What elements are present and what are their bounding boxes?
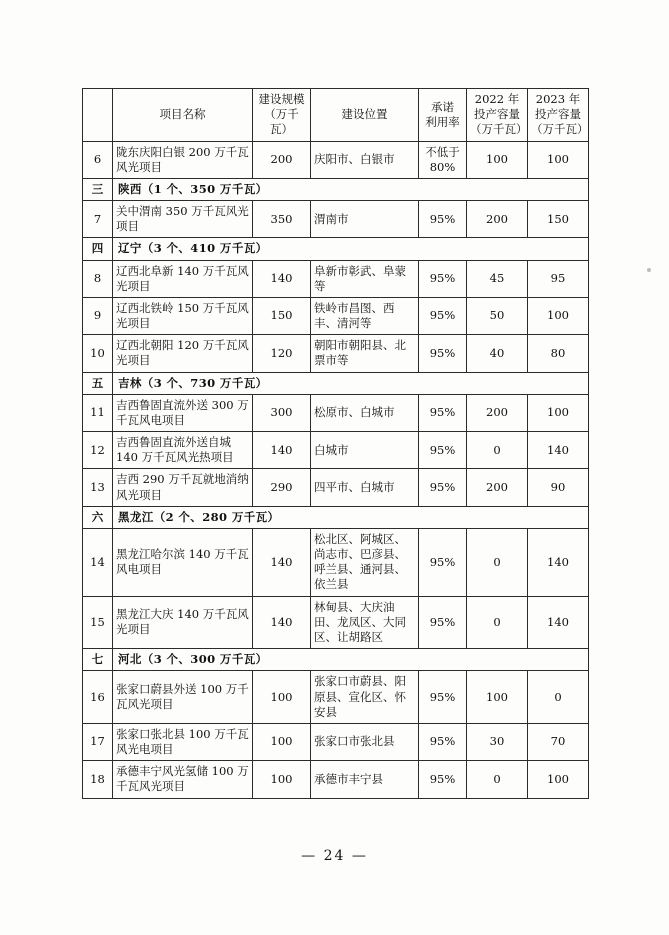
row-scale: 100 (253, 761, 311, 798)
table-row (83, 335, 589, 372)
header-rate-line1: 承诺 (431, 99, 454, 114)
header-capacity-2022 (467, 89, 528, 142)
section-title: 吉林（3 个、730 万千瓦） (113, 372, 589, 394)
row-capacity-2022: 100 (467, 671, 528, 724)
row-scale: 120 (253, 335, 311, 372)
row-scale: 300 (253, 394, 311, 431)
row-project-name: 辽西北朝阳 120 万千瓦风光项目 (113, 335, 253, 372)
row-capacity-2022: 30 (467, 723, 528, 760)
row-scale: 100 (253, 723, 311, 760)
row-scale: 200 (253, 141, 311, 178)
header-2023-line3: （万千瓦） (531, 122, 589, 137)
row-rate: 95% (419, 297, 467, 334)
row-project-name: 黑龙江大庆 140 万千瓦风光项目 (113, 596, 253, 649)
header-scale-line1: 建设规模 (258, 92, 305, 106)
row-project-name: 张家口张北县 100 万千瓦风光电项目 (113, 723, 253, 760)
row-capacity-2022: 100 (467, 141, 528, 178)
row-capacity-2022: 45 (467, 260, 528, 297)
row-capacity-2022: 50 (467, 297, 528, 334)
row-rate: 95% (419, 394, 467, 431)
row-location: 渭南市 (311, 201, 419, 238)
row-project-name: 吉西鲁固直流外送自城 140 万千瓦风光热项目 (113, 432, 253, 469)
row-rate: 95% (419, 260, 467, 297)
header-scale-line2: （万千瓦） (264, 107, 299, 137)
page-speck (647, 268, 651, 272)
row-location: 朝阳市朝阳县、北票市等 (311, 335, 419, 372)
row-rate: 不低于80% (419, 141, 467, 178)
row-project-name: 张家口蔚县外送 100 万千瓦风光项目 (113, 671, 253, 724)
row-rate: 95% (419, 432, 467, 469)
row-scale: 140 (253, 260, 311, 297)
row-scale: 100 (253, 671, 311, 724)
row-rate: 95% (419, 528, 467, 596)
row-capacity-2022: 200 (467, 469, 528, 506)
row-rate: 95% (419, 201, 467, 238)
section-index: 五 (83, 372, 113, 394)
row-project-name: 辽西北阜新 140 万千瓦风光项目 (113, 260, 253, 297)
row-rate: 95% (419, 596, 467, 649)
row-scale: 290 (253, 469, 311, 506)
table-row (83, 761, 589, 798)
row-capacity-2022: 40 (467, 335, 528, 372)
page-number: — 24 — (301, 848, 368, 864)
row-index: 12 (83, 432, 113, 469)
table-row (83, 671, 589, 724)
row-location: 松北区、阿城区、尚志市、巴彦县、呼兰县、通河县、依兰县 (311, 528, 419, 596)
table-section-row (83, 372, 589, 394)
header-project-name: 项目名称 (113, 89, 253, 142)
row-capacity-2023: 100 (528, 297, 589, 334)
row-index: 8 (83, 260, 113, 297)
row-project-name: 关中渭南 350 万千瓦风光项目 (113, 201, 253, 238)
section-index: 三 (83, 178, 113, 200)
row-capacity-2022: 200 (467, 201, 528, 238)
row-location: 松原市、白城市 (311, 394, 419, 431)
row-location: 四平市、白城市 (311, 469, 419, 506)
row-project-name: 吉西 290 万千瓦就地消纳风光项目 (113, 469, 253, 506)
row-capacity-2023: 70 (528, 723, 589, 760)
row-capacity-2023: 140 (528, 596, 589, 649)
row-location: 庆阳市、白银市 (311, 141, 419, 178)
header-2022-line2: 投产容量 (474, 107, 520, 122)
table-row (83, 528, 589, 596)
row-index: 16 (83, 671, 113, 724)
table-section-row (83, 506, 589, 528)
row-project-name: 吉西鲁固直流外送 300 万千瓦风电项目 (113, 394, 253, 431)
row-rate: 95% (419, 335, 467, 372)
row-location: 阜新市彰武、阜蒙等 (311, 260, 419, 297)
row-index: 13 (83, 469, 113, 506)
section-title: 辽宁（3 个、410 万千瓦） (113, 238, 589, 260)
row-index: 14 (83, 528, 113, 596)
row-capacity-2023: 140 (528, 432, 589, 469)
header-2023-line1: 2023 年 (535, 92, 581, 106)
row-rate: 95% (419, 469, 467, 506)
row-capacity-2023: 90 (528, 469, 589, 506)
row-project-name: 辽西北铁岭 150 万千瓦风光项目 (113, 297, 253, 334)
section-title: 黑龙江（2 个、280 万千瓦） (113, 506, 589, 528)
project-table-container (82, 88, 588, 799)
header-rate-line2: 利用率 (425, 114, 460, 129)
row-capacity-2022: 0 (467, 432, 528, 469)
table-body (83, 141, 589, 798)
header-capacity-2023 (528, 89, 589, 142)
row-capacity-2022: 200 (467, 394, 528, 431)
row-index: 11 (83, 394, 113, 431)
row-rate: 95% (419, 671, 467, 724)
header-rate (419, 89, 467, 142)
row-index: 7 (83, 201, 113, 238)
row-project-name: 承德丰宁风光氢储 100 万千瓦风光项目 (113, 761, 253, 798)
row-capacity-2022: 0 (467, 528, 528, 596)
header-location: 建设位置 (311, 89, 419, 142)
row-location: 张家口市蔚县、阳原县、宣化区、怀安县 (311, 671, 419, 724)
table-header (83, 89, 589, 142)
row-scale: 140 (253, 432, 311, 469)
row-capacity-2023: 0 (528, 671, 589, 724)
row-rate: 95% (419, 761, 467, 798)
table-row (83, 394, 589, 431)
table-row (83, 432, 589, 469)
row-capacity-2023: 95 (528, 260, 589, 297)
row-location: 白城市 (311, 432, 419, 469)
table-section-row (83, 238, 589, 260)
row-scale: 150 (253, 297, 311, 334)
table-row (83, 723, 589, 760)
row-location: 承德市丰宁县 (311, 761, 419, 798)
row-location: 张家口市张北县 (311, 723, 419, 760)
table-header-row (83, 89, 589, 142)
row-index: 9 (83, 297, 113, 334)
row-capacity-2023: 100 (528, 394, 589, 431)
row-index: 10 (83, 335, 113, 372)
table-row (83, 141, 589, 178)
table-row (83, 260, 589, 297)
table-row (83, 201, 589, 238)
project-table (82, 88, 589, 799)
row-location: 林甸县、大庆油田、龙凤区、大同区、让胡路区 (311, 596, 419, 649)
table-section-row (83, 649, 589, 671)
row-capacity-2022: 0 (467, 761, 528, 798)
row-location: 铁岭市昌图、西丰、清河等 (311, 297, 419, 334)
section-index: 七 (83, 649, 113, 671)
section-index: 四 (83, 238, 113, 260)
section-index: 六 (83, 506, 113, 528)
row-capacity-2023: 80 (528, 335, 589, 372)
table-row (83, 596, 589, 649)
row-capacity-2022: 0 (467, 596, 528, 649)
header-2023-line2: 投产容量 (535, 107, 581, 122)
table-row (83, 469, 589, 506)
row-capacity-2023: 150 (528, 201, 589, 238)
row-capacity-2023: 100 (528, 141, 589, 178)
row-scale: 140 (253, 596, 311, 649)
row-rate: 95% (419, 723, 467, 760)
row-index: 6 (83, 141, 113, 178)
row-index: 17 (83, 723, 113, 760)
row-scale: 350 (253, 201, 311, 238)
table-section-row (83, 178, 589, 200)
row-capacity-2023: 100 (528, 761, 589, 798)
section-title: 河北（3 个、300 万千瓦） (113, 649, 589, 671)
row-capacity-2023: 140 (528, 528, 589, 596)
header-index (83, 89, 113, 142)
table-row (83, 297, 589, 334)
row-project-name: 陇东庆阳白银 200 万千瓦风光项目 (113, 141, 253, 178)
row-index: 18 (83, 761, 113, 798)
header-2022-line1: 2022 年 (474, 92, 520, 106)
header-2022-line3: （万千瓦） (470, 122, 528, 137)
header-scale (253, 89, 311, 142)
section-title: 陕西（1 个、350 万千瓦） (113, 178, 589, 200)
row-index: 15 (83, 596, 113, 649)
row-project-name: 黑龙江哈尔滨 140 万千瓦风电项目 (113, 528, 253, 596)
row-scale: 140 (253, 528, 311, 596)
